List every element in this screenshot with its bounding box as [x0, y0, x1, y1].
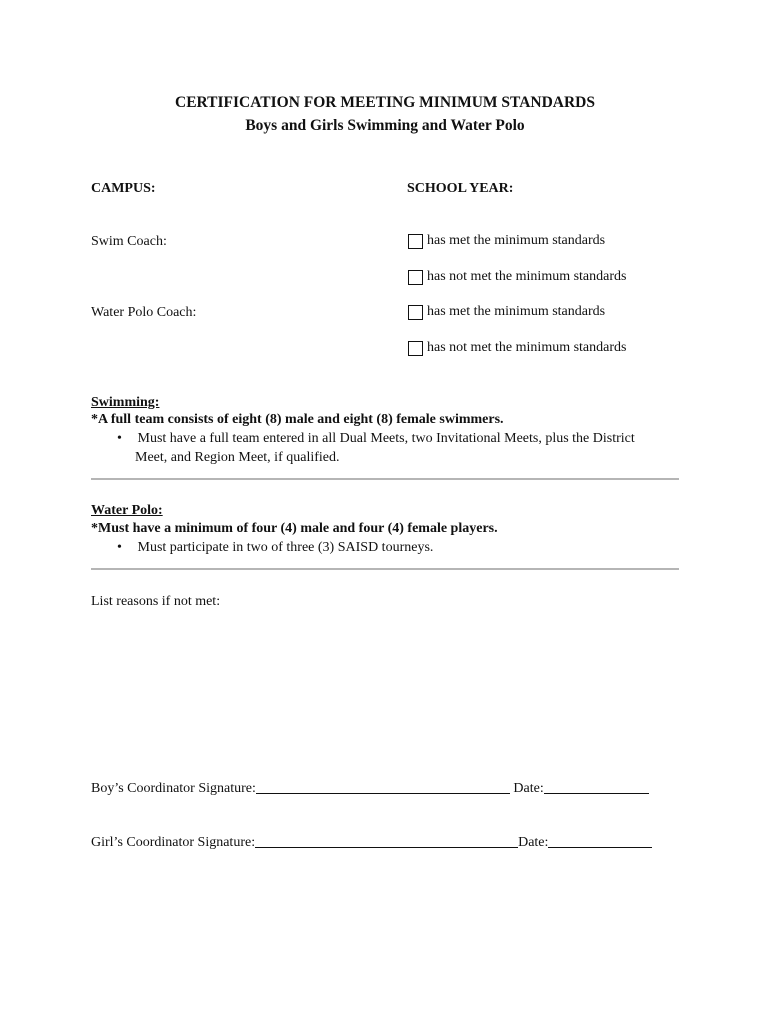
water-polo-bullet-text: Must participate in two of three (3) SAISD tourneys.: [137, 540, 434, 555]
swimming-heading: Swimming:: [91, 395, 160, 410]
swimming-bullet-text-2: Meet, and Region Meet, if qualified.: [135, 450, 340, 465]
water-polo-coach-label: Water Polo Coach:: [91, 305, 197, 320]
water-polo-team-rule: *Must have a minimum of four (4) male and four (4) female players.: [91, 521, 498, 536]
boys-signature-label: Boy’s Coordinator Signature:: [91, 781, 256, 796]
swim-met-checkbox[interactable]: [408, 234, 423, 249]
bullet-icon: •: [117, 540, 122, 555]
polo-met-label: has met the minimum standards: [427, 304, 606, 319]
campus-label: CAMPUS:: [91, 181, 156, 196]
swim-not-met-label: has not met the minimum standards: [427, 269, 627, 284]
polo-met-option[interactable]: [408, 304, 605, 320]
water-polo-bullet-item: [117, 540, 433, 556]
polo-met-checkbox[interactable]: [408, 305, 423, 320]
boys-signature-field[interactable]: [256, 779, 510, 794]
swim-met-option[interactable]: [408, 233, 605, 249]
swim-met-label: has met the minimum standards: [427, 233, 606, 248]
section-divider: [91, 478, 679, 480]
form-title: CERTIFICATION FOR MEETING MINIMUM STANDARDS: [175, 94, 595, 111]
form-subtitle: Boys and Girls Swimming and Water Polo: [245, 117, 525, 134]
polo-not-met-option[interactable]: [408, 340, 626, 356]
swimming-bullet-item: [117, 431, 635, 447]
swimming-bullet-text-1: Must have a full team entered in all Dual Meets, two Invitational Meets, plus the District: [137, 431, 635, 446]
polo-not-met-checkbox[interactable]: [408, 341, 423, 356]
swim-not-met-option[interactable]: [408, 269, 626, 285]
girls-signature-field[interactable]: [255, 833, 518, 848]
swim-coach-label: Swim Coach:: [91, 234, 167, 249]
girls-date-label: Date:: [518, 835, 549, 850]
section-divider: [91, 568, 679, 570]
bullet-icon: •: [117, 431, 122, 446]
school-year-label: SCHOOL YEAR:: [407, 181, 514, 196]
boys-signature-row: [91, 777, 649, 797]
swimming-team-rule: *A full team consists of eight (8) male and eight (8) female swimmers.: [91, 412, 504, 427]
girls-signature-label: Girl’s Coordinator Signature:: [91, 835, 256, 850]
girls-signature-row: [91, 831, 652, 851]
girls-date-field[interactable]: [548, 833, 652, 848]
boys-date-field[interactable]: [544, 779, 649, 794]
reasons-label: List reasons if not met:: [91, 594, 221, 609]
water-polo-heading: Water Polo:: [91, 503, 163, 518]
reasons-area[interactable]: [91, 615, 679, 765]
boys-date-label: Date:: [513, 781, 544, 796]
swim-not-met-checkbox[interactable]: [408, 270, 423, 285]
polo-not-met-label: has not met the minimum standards: [427, 340, 627, 355]
